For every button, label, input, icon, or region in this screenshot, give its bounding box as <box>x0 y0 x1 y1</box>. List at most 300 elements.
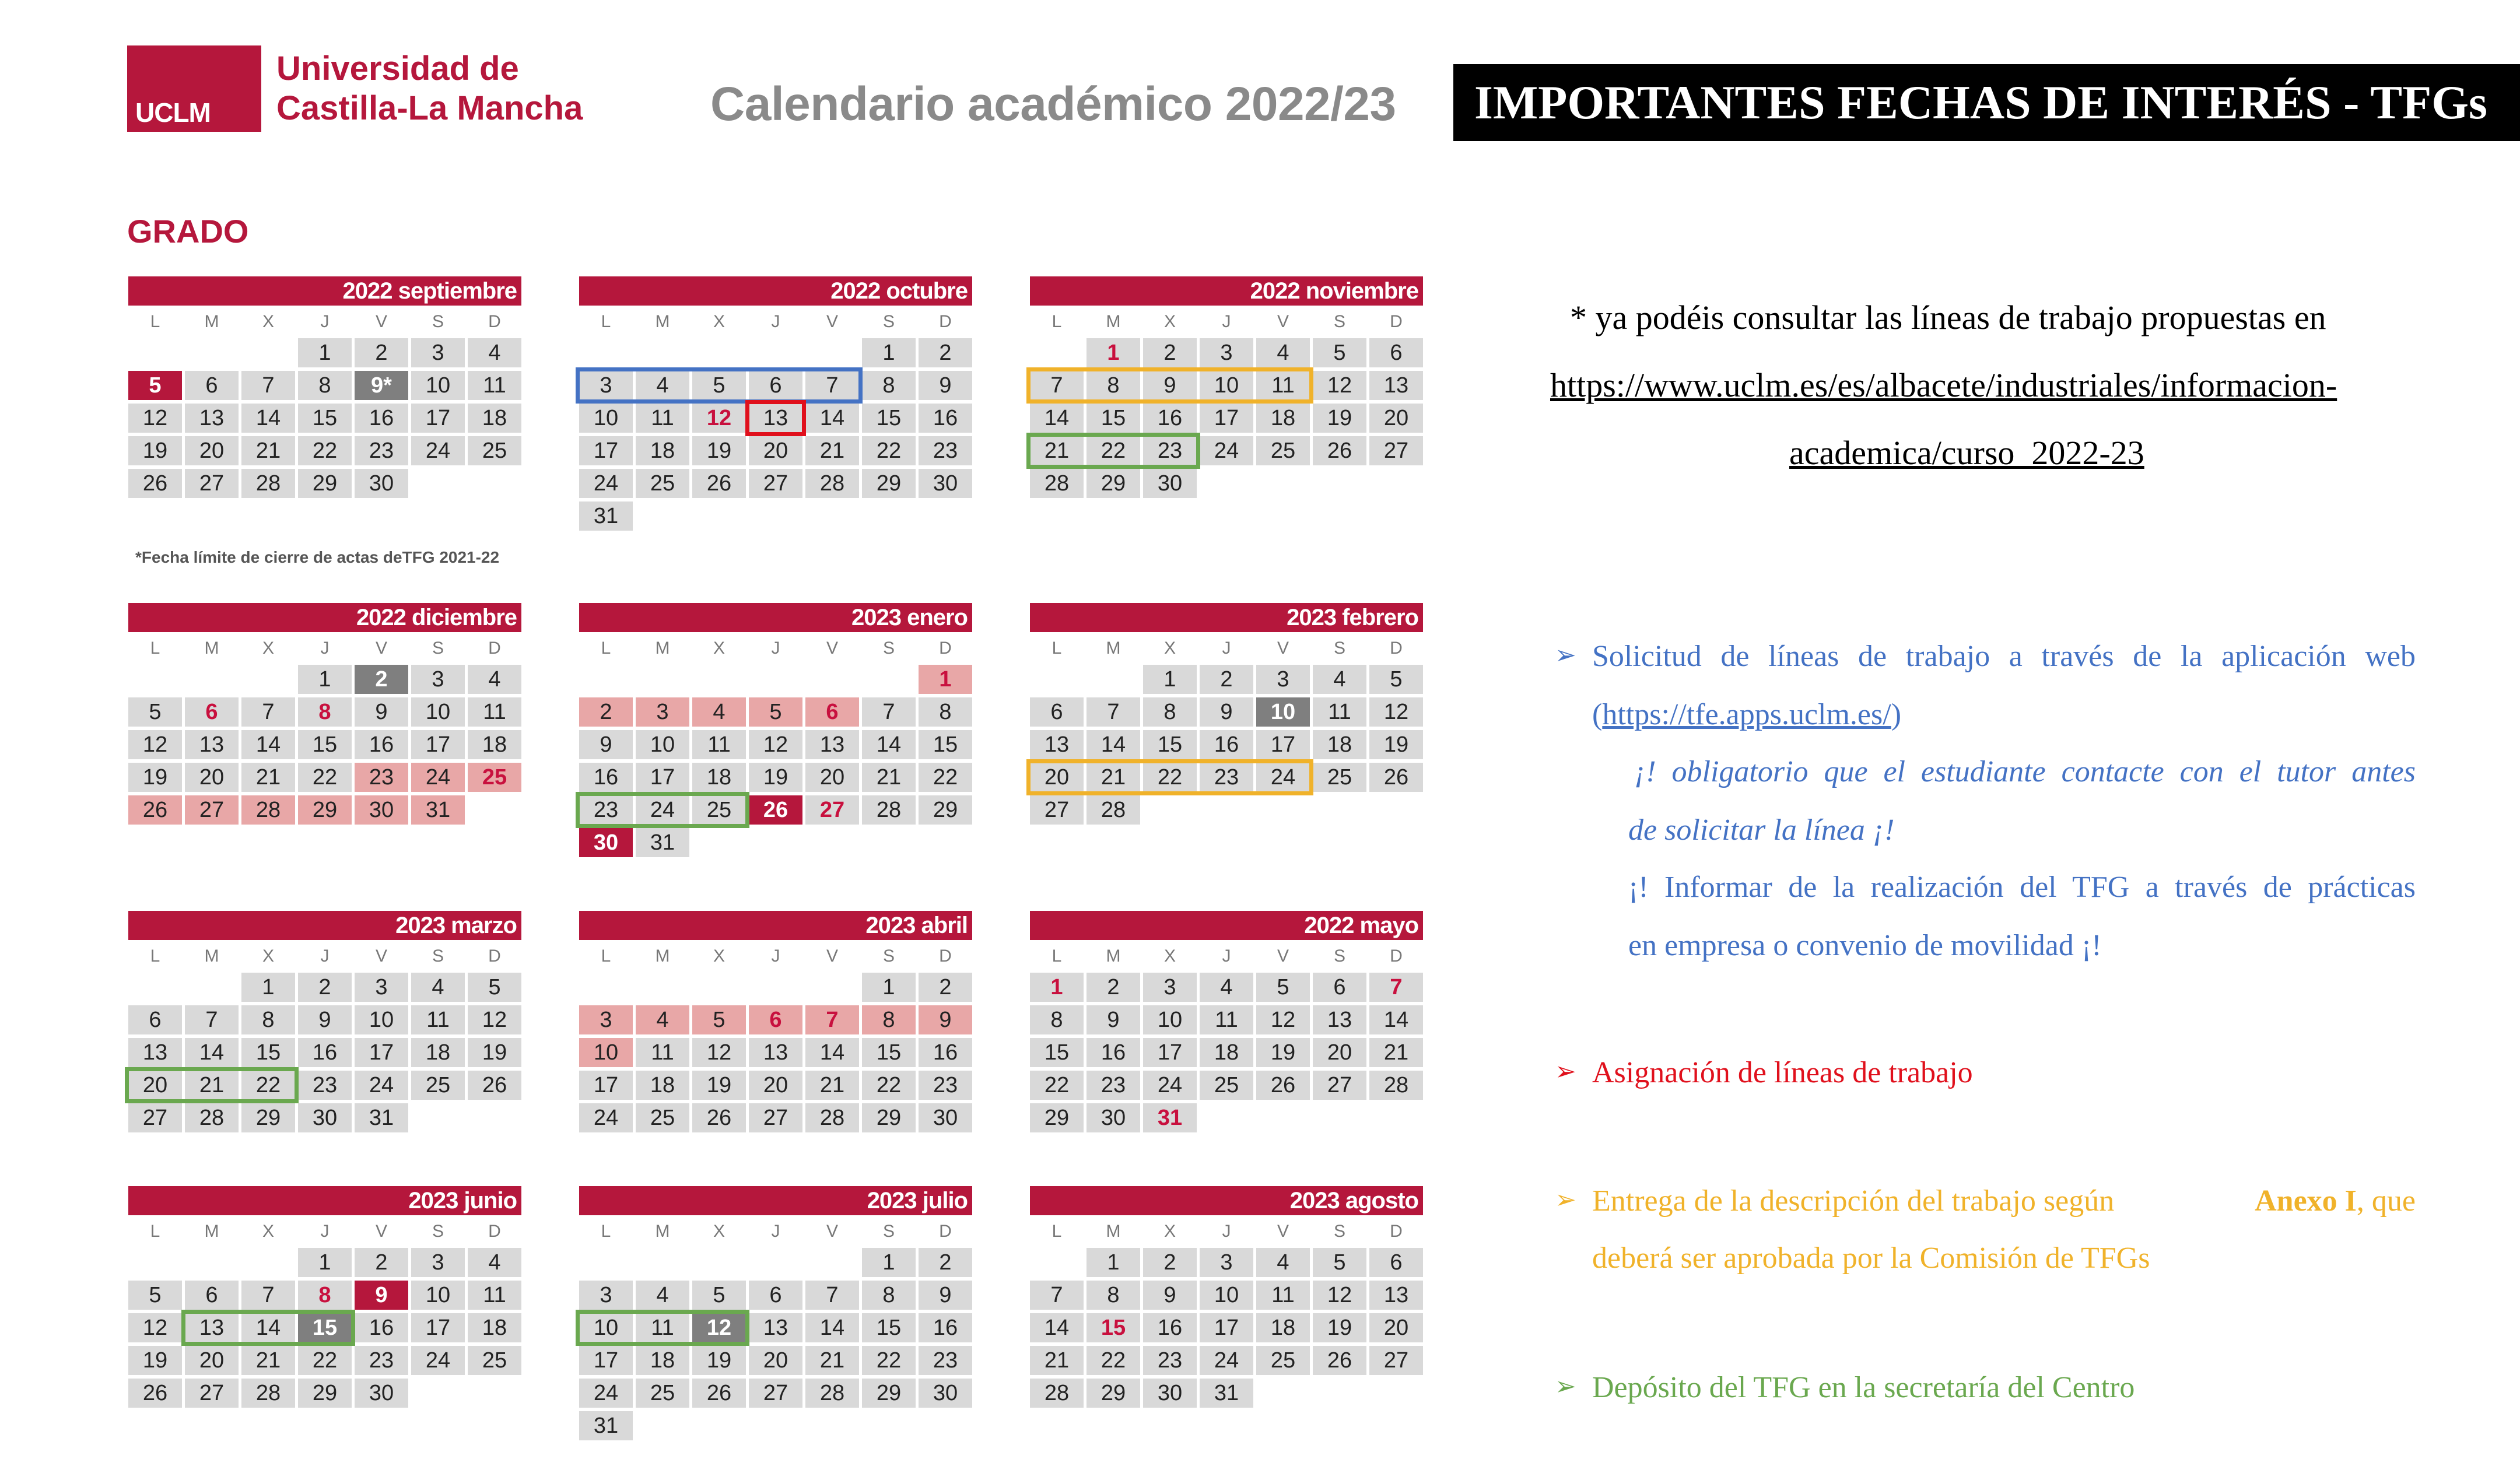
weekday-label: X <box>262 312 274 331</box>
day-cell: 22 <box>862 436 916 465</box>
day-cell: 29 <box>862 1379 916 1408</box>
day-cell: 21 <box>1030 436 1084 465</box>
day-cell: 8 <box>1143 697 1197 727</box>
days-grid <box>128 665 521 825</box>
day-cell: 26 <box>128 1379 182 1408</box>
day-cell: 22 <box>241 1071 295 1100</box>
day-cell: 14 <box>805 404 859 433</box>
day-cell: 26 <box>692 469 746 498</box>
day-cell: 28 <box>1369 1071 1423 1100</box>
day-cell: 17 <box>411 730 465 759</box>
weekday-label: L <box>1052 946 1062 966</box>
day-cell: 17 <box>579 1071 633 1100</box>
day-cell: 27 <box>1030 795 1084 825</box>
day-cell: 20 <box>1369 404 1423 433</box>
day-cell: 1 <box>298 665 352 694</box>
day-cell: 10 <box>355 1005 408 1034</box>
day-cell: 5 <box>128 697 182 727</box>
day-cell: 23 <box>579 795 633 825</box>
empty-cell <box>185 338 239 367</box>
empty-cell <box>862 665 916 694</box>
day-cell: 16 <box>919 404 972 433</box>
day-cell: 7 <box>1369 973 1423 1002</box>
info-link-part2[interactable]: academica/curso_2022-23 <box>1789 434 2144 472</box>
day-cell: 4 <box>1200 973 1253 1002</box>
day-cell: 28 <box>241 795 295 825</box>
day-cell: 28 <box>1030 1379 1084 1408</box>
day-cell: 27 <box>1313 1071 1366 1100</box>
day-cell: 6 <box>805 697 859 727</box>
day-cell: 17 <box>1143 1038 1197 1067</box>
day-cell: 11 <box>636 1313 689 1342</box>
weekday-row <box>1030 940 1423 973</box>
day-cell: 21 <box>185 1071 239 1100</box>
day-cell: 6 <box>185 1281 239 1310</box>
day-cell: 24 <box>1256 763 1310 792</box>
day-cell: 16 <box>919 1313 972 1342</box>
day-cell: 11 <box>636 404 689 433</box>
day-cell: 15 <box>1086 404 1140 433</box>
weekday-label: L <box>601 1222 611 1241</box>
day-cell: 26 <box>468 1071 521 1100</box>
calendar-title: Calendario académico 2022/23 <box>710 78 1396 131</box>
day-cell: 24 <box>579 1103 633 1132</box>
day-cell: 31 <box>411 795 465 825</box>
weekday-label: X <box>1163 639 1176 658</box>
day-cell: 24 <box>579 1379 633 1408</box>
item-entrega-text: Entrega de la descripción del trabajo según <box>1592 1184 2115 1218</box>
day-cell: 9 <box>1143 371 1197 400</box>
day-cell: 23 <box>355 763 408 792</box>
day-cell: 16 <box>579 763 633 792</box>
month-title: 2022 diciembre <box>128 603 521 632</box>
day-cell: 4 <box>1313 665 1366 694</box>
day-cell: 22 <box>298 763 352 792</box>
day-cell: 20 <box>185 1346 239 1375</box>
day-cell: 5 <box>1256 973 1310 1002</box>
day-cell: 5 <box>1313 1248 1366 1277</box>
day-cell: 5 <box>749 697 802 727</box>
month-calendar <box>1030 1186 1423 1408</box>
day-cell: 14 <box>805 1313 859 1342</box>
empty-cell <box>636 338 689 367</box>
weekday-label: D <box>939 1222 952 1241</box>
day-cell: 5 <box>1369 665 1423 694</box>
day-cell: 9* <box>355 371 408 400</box>
day-cell: 1 <box>1086 338 1140 367</box>
day-cell: 24 <box>411 436 465 465</box>
day-cell: 4 <box>411 973 465 1002</box>
day-cell: 13 <box>185 730 239 759</box>
day-cell: 7 <box>185 1005 239 1034</box>
weekday-label: M <box>204 312 219 331</box>
weekday-label: L <box>150 639 160 658</box>
day-cell: 13 <box>749 1038 802 1067</box>
day-cell: 10 <box>411 1281 465 1310</box>
day-cell: 5 <box>128 371 182 400</box>
day-cell: 18 <box>468 404 521 433</box>
weekday-label: D <box>488 639 501 658</box>
day-cell: 3 <box>411 338 465 367</box>
day-cell: 1 <box>1086 1248 1140 1277</box>
day-cell: 7 <box>805 1005 859 1034</box>
day-cell: 21 <box>1086 763 1140 792</box>
month-calendar <box>1030 276 1423 498</box>
day-cell: 2 <box>1143 338 1197 367</box>
day-cell: 26 <box>1313 1346 1366 1375</box>
day-cell: 30 <box>1143 1379 1197 1408</box>
day-cell: 3 <box>411 1248 465 1277</box>
weekday-label: M <box>655 1222 670 1241</box>
day-cell: 26 <box>749 795 802 825</box>
day-cell: 11 <box>411 1005 465 1034</box>
day-cell: 7 <box>1030 371 1084 400</box>
day-cell: 21 <box>241 1346 295 1375</box>
arrow-icon: ➢ <box>1555 1185 1576 1215</box>
day-cell: 22 <box>1030 1071 1084 1100</box>
day-cell: 25 <box>636 1103 689 1132</box>
day-cell: 12 <box>128 404 182 433</box>
arrow-icon: ➢ <box>1555 1057 1576 1086</box>
weekday-label: X <box>713 946 725 966</box>
weekday-label: D <box>1390 312 1403 331</box>
day-cell: 4 <box>636 1281 689 1310</box>
empty-cell <box>749 973 802 1002</box>
day-cell: 23 <box>919 436 972 465</box>
day-cell: 30 <box>355 1379 408 1408</box>
weekday-label: V <box>375 1222 387 1241</box>
day-cell: 27 <box>1369 436 1423 465</box>
empty-cell <box>805 338 859 367</box>
day-cell: 16 <box>1143 404 1197 433</box>
weekday-label: M <box>204 946 219 966</box>
day-cell: 18 <box>1256 1313 1310 1342</box>
day-cell: 3 <box>1200 1248 1253 1277</box>
day-cell: 4 <box>1256 338 1310 367</box>
month-calendar <box>128 1186 521 1408</box>
day-cell: 14 <box>1369 1005 1423 1034</box>
day-cell: 13 <box>749 404 802 433</box>
empty-cell <box>692 665 746 694</box>
day-cell: 31 <box>636 828 689 857</box>
weekday-label: V <box>1277 312 1289 331</box>
day-cell: 22 <box>919 763 972 792</box>
day-cell: 29 <box>862 1103 916 1132</box>
day-cell: 4 <box>468 1248 521 1277</box>
item-asignacion: Asignación de líneas de trabajo <box>1592 1056 1973 1089</box>
day-cell: 6 <box>749 1005 802 1034</box>
day-cell: 19 <box>468 1038 521 1067</box>
item-entrega <box>1592 1172 2416 1230</box>
empty-cell <box>128 665 182 694</box>
day-cell: 25 <box>1313 763 1366 792</box>
day-cell: 3 <box>579 1281 633 1310</box>
day-cell: 16 <box>355 404 408 433</box>
day-cell: 1 <box>862 1248 916 1277</box>
day-cell: 10 <box>411 697 465 727</box>
day-cell: 13 <box>185 404 239 433</box>
weekday-label: D <box>939 639 952 658</box>
anexo-bold: Anexo I <box>2255 1184 2357 1218</box>
weekday-label: L <box>1052 639 1062 658</box>
day-cell: 8 <box>1086 1281 1140 1310</box>
day-cell: 12 <box>468 1005 521 1034</box>
day-cell: 13 <box>1030 730 1084 759</box>
day-cell: 31 <box>579 501 633 531</box>
day-cell: 10 <box>636 730 689 759</box>
day-cell: 21 <box>805 1346 859 1375</box>
day-cell: 21 <box>241 763 295 792</box>
day-cell: 30 <box>355 795 408 825</box>
weekday-label: X <box>713 312 725 331</box>
day-cell: 2 <box>919 338 972 367</box>
day-cell: 23 <box>1086 1071 1140 1100</box>
weekday-label: M <box>1106 1222 1121 1241</box>
day-cell: 27 <box>1369 1346 1423 1375</box>
day-cell: 25 <box>636 469 689 498</box>
weekday-label: J <box>1222 639 1231 658</box>
weekday-label: J <box>771 946 780 966</box>
day-cell: 3 <box>355 973 408 1002</box>
day-cell: 26 <box>1256 1071 1310 1100</box>
day-cell: 28 <box>185 1103 239 1132</box>
weekday-label: M <box>655 639 670 658</box>
day-cell: 17 <box>579 1346 633 1375</box>
day-cell: 13 <box>805 730 859 759</box>
day-cell: 23 <box>1143 1346 1197 1375</box>
weekday-row <box>128 1215 521 1248</box>
empty-cell <box>241 1248 295 1277</box>
weekday-row <box>579 632 972 665</box>
day-cell: 11 <box>1313 697 1366 727</box>
day-cell: 14 <box>185 1038 239 1067</box>
day-cell: 24 <box>1200 436 1253 465</box>
day-cell: 10 <box>1256 697 1310 727</box>
empty-cell <box>241 665 295 694</box>
item-entrega-line2: deberá ser aprobada por la Comisión de TFGs <box>1592 1241 2150 1275</box>
day-cell: 6 <box>185 371 239 400</box>
day-cell: 2 <box>355 1248 408 1277</box>
month-calendar <box>579 603 972 857</box>
weekday-label: V <box>826 1222 838 1241</box>
weekday-label: L <box>150 1222 160 1241</box>
day-cell: 15 <box>298 404 352 433</box>
weekday-label: S <box>882 639 895 658</box>
day-cell: 17 <box>1200 404 1253 433</box>
day-cell: 11 <box>468 371 521 400</box>
day-cell: 1 <box>298 338 352 367</box>
day-cell: 15 <box>1143 730 1197 759</box>
day-cell: 28 <box>1086 795 1140 825</box>
day-cell: 23 <box>298 1071 352 1100</box>
weekday-label: D <box>1390 1222 1403 1241</box>
day-cell: 30 <box>919 469 972 498</box>
day-cell: 16 <box>1143 1313 1197 1342</box>
day-cell: 6 <box>185 697 239 727</box>
day-cell: 9 <box>1086 1005 1140 1034</box>
weekday-label: L <box>601 312 611 331</box>
day-cell: 4 <box>1256 1248 1310 1277</box>
day-cell: 19 <box>128 436 182 465</box>
month-calendar <box>579 1186 972 1440</box>
note-obligatorio-2: de solicitar la línea ¡! <box>1628 813 1895 847</box>
day-cell: 9 <box>355 1281 408 1310</box>
day-cell: 7 <box>1086 697 1140 727</box>
weekday-label: D <box>488 1222 501 1241</box>
day-cell: 10 <box>1200 1281 1253 1310</box>
month-calendar <box>128 911 521 1132</box>
day-cell: 1 <box>1030 973 1084 1002</box>
day-cell: 20 <box>1313 1038 1366 1067</box>
item-solicitud-link <box>1592 686 1901 744</box>
weekday-row <box>128 306 521 338</box>
paren-close: ) <box>1891 698 1902 731</box>
day-cell: 9 <box>1200 697 1253 727</box>
item-entrega-anexo <box>2255 1172 2416 1230</box>
day-cell: 22 <box>862 1346 916 1375</box>
weekday-label: M <box>655 312 670 331</box>
weekday-label: D <box>1390 639 1403 658</box>
empty-cell <box>805 665 859 694</box>
item-solicitud: Solicitud de líneas de trabajo a través de la aplicación web <box>1592 640 2416 673</box>
day-cell: 29 <box>298 1379 352 1408</box>
university-name-line1: Universidad de <box>276 50 519 87</box>
day-cell: 27 <box>749 1103 802 1132</box>
day-cell: 11 <box>692 730 746 759</box>
weekday-label: X <box>713 1222 725 1241</box>
day-cell: 2 <box>1143 1248 1197 1277</box>
empty-cell <box>579 665 633 694</box>
day-cell: 27 <box>749 1379 802 1408</box>
days-grid <box>128 1248 521 1408</box>
day-cell: 14 <box>1030 1313 1084 1342</box>
weekday-label: X <box>1163 946 1176 966</box>
day-cell: 19 <box>1313 404 1366 433</box>
day-cell: 5 <box>128 1281 182 1310</box>
day-cell: 23 <box>355 1346 408 1375</box>
empty-cell <box>185 973 239 1002</box>
day-cell: 19 <box>1313 1313 1366 1342</box>
day-cell: 2 <box>1086 973 1140 1002</box>
day-cell: 11 <box>1256 371 1310 400</box>
weekday-label: M <box>204 1222 219 1241</box>
days-grid <box>128 338 521 498</box>
weekday-label: L <box>150 312 160 331</box>
day-cell: 20 <box>749 436 802 465</box>
day-cell: 29 <box>298 795 352 825</box>
month-title: 2023 julio <box>579 1186 972 1215</box>
day-cell: 8 <box>298 697 352 727</box>
day-cell: 29 <box>298 469 352 498</box>
day-cell: 28 <box>805 1379 859 1408</box>
day-cell: 23 <box>919 1346 972 1375</box>
days-grid <box>1030 973 1423 1132</box>
weekday-label: J <box>1222 1222 1231 1241</box>
day-cell: 21 <box>241 436 295 465</box>
day-cell: 5 <box>692 371 746 400</box>
weekday-label: S <box>882 946 895 966</box>
day-cell: 8 <box>241 1005 295 1034</box>
day-cell: 17 <box>355 1038 408 1067</box>
day-cell: 12 <box>749 730 802 759</box>
weekday-label: S <box>432 312 444 331</box>
month-title: 2023 agosto <box>1030 1186 1423 1215</box>
day-cell: 27 <box>185 795 239 825</box>
day-cell: 4 <box>692 697 746 727</box>
day-cell: 14 <box>241 730 295 759</box>
day-cell: 26 <box>128 795 182 825</box>
weekday-row <box>579 940 972 973</box>
info-link-part1[interactable]: https://www.uclm.es/es/albacete/industriales/informacion- <box>1550 366 2337 404</box>
empty-cell <box>749 1248 802 1277</box>
day-cell: 2 <box>1200 665 1253 694</box>
arrow-icon: ➢ <box>1555 640 1576 670</box>
day-cell: 15 <box>241 1038 295 1067</box>
day-cell: 8 <box>298 1281 352 1310</box>
day-cell: 6 <box>749 371 802 400</box>
day-cell: 9 <box>919 1281 972 1310</box>
weekday-label: S <box>882 1222 895 1241</box>
day-cell: 10 <box>579 1313 633 1342</box>
day-cell: 26 <box>692 1379 746 1408</box>
day-cell: 29 <box>241 1103 295 1132</box>
day-cell: 18 <box>468 730 521 759</box>
day-cell: 6 <box>1369 1248 1423 1277</box>
day-cell: 2 <box>919 1248 972 1277</box>
day-cell: 25 <box>1256 1346 1310 1375</box>
day-cell: 25 <box>692 795 746 825</box>
logo-block <box>127 45 261 132</box>
day-cell: 18 <box>468 1313 521 1342</box>
weekday-label: S <box>1333 639 1345 658</box>
tfe-link[interactable]: https://tfe.apps.uclm.es/ <box>1602 698 1891 731</box>
day-cell: 1 <box>241 973 295 1002</box>
month-title: 2023 marzo <box>128 911 521 940</box>
weekday-label: J <box>1222 312 1231 331</box>
days-grid <box>128 973 521 1132</box>
day-cell: 12 <box>128 1313 182 1342</box>
day-cell: 11 <box>468 1281 521 1310</box>
day-cell: 12 <box>1369 697 1423 727</box>
day-cell: 15 <box>298 730 352 759</box>
month-title: 2023 abril <box>579 911 972 940</box>
weekday-row <box>579 1215 972 1248</box>
day-cell: 3 <box>636 697 689 727</box>
day-cell: 6 <box>749 1281 802 1310</box>
day-cell: 17 <box>411 404 465 433</box>
day-cell: 23 <box>1200 763 1253 792</box>
day-cell: 19 <box>128 1346 182 1375</box>
day-cell: 30 <box>1086 1103 1140 1132</box>
day-cell: 14 <box>1030 404 1084 433</box>
item-deposito: Depósito del TFG en la secretaría del Centro <box>1592 1371 2135 1404</box>
day-cell: 8 <box>862 1281 916 1310</box>
day-cell: 9 <box>919 1005 972 1034</box>
day-cell: 24 <box>355 1071 408 1100</box>
weekday-label: M <box>655 946 670 966</box>
day-cell: 3 <box>1256 665 1310 694</box>
day-cell: 28 <box>241 469 295 498</box>
day-cell: 1 <box>862 973 916 1002</box>
day-cell: 12 <box>1256 1005 1310 1034</box>
day-cell: 18 <box>1200 1038 1253 1067</box>
day-cell: 15 <box>862 1038 916 1067</box>
day-cell: 6 <box>1030 697 1084 727</box>
day-cell: 17 <box>1200 1313 1253 1342</box>
day-cell: 31 <box>355 1103 408 1132</box>
day-cell: 12 <box>1313 1281 1366 1310</box>
weekday-label: V <box>826 946 838 966</box>
